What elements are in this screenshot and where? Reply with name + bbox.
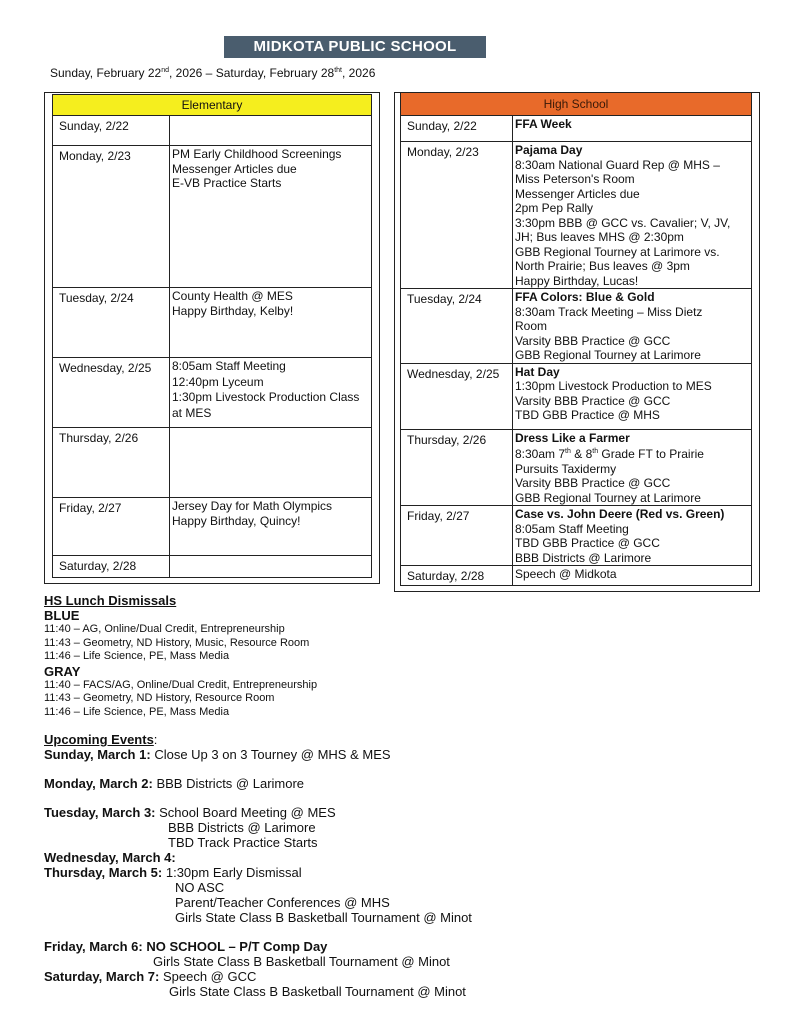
- events-cell: Speech @ Midkota: [513, 566, 752, 586]
- day-label: Friday, 2/27: [53, 498, 170, 556]
- day-label: Sunday, 2/22: [401, 116, 513, 142]
- list-item: 11:43 – Geometry, ND History, Resource Room: [44, 692, 275, 704]
- day-label: Saturday, 2/28: [401, 566, 513, 586]
- list-item: 11:46 – Life Science, PE, Mass Media: [44, 705, 230, 718]
- week-range: Sunday, February 22nd, 2026 – Saturday, February $28^{tht}$, 2026: [50, 66, 376, 80]
- day-label: Thursday, 2/26: [401, 429, 513, 506]
- events-cell: [170, 116, 372, 146]
- list-item: 11:46 – Life Science, PE, Mass Media: [44, 650, 230, 662]
- day-label: Friday, 2/27: [401, 506, 513, 566]
- day-label: Tuesday, 2/24: [53, 288, 170, 358]
- day-label: Saturday, 2/28: [53, 556, 170, 578]
- events-cell: [170, 428, 372, 498]
- events-cell: Hat Day 1:30pm Livestock Production to MES Varsity BBB Practice @ GCC TBD GBB Practice @ MHS: [513, 363, 752, 429]
- events-cell: FFA Colors: Blue & Gold 8:30am Track Meeting – Miss Dietz Room Varsity BBB Practice @ GCC GBB Regional Tourney at Larimore: [513, 289, 752, 364]
- table-row: [401, 289, 752, 364]
- table-row: [53, 288, 372, 358]
- list-item: Friday, March 6: NO SCHOOL – P/T Comp Day Girls State Class B Basketball Tournament @ Minot: [44, 939, 450, 969]
- day-label: Sunday, 2/22: [53, 116, 170, 146]
- list-item: Wednesday, March 4:: [44, 850, 176, 865]
- day-label: Wednesday, 2/25: [401, 363, 513, 429]
- events-cell: [170, 556, 372, 578]
- events-cell: PM Early Childhood Screenings Messenger Articles due E-VB Practice Starts: [170, 146, 372, 288]
- upcoming-heading: Upcoming Events: [44, 732, 154, 747]
- table-row: [53, 556, 372, 578]
- table-row: [53, 146, 372, 288]
- school-title: MIDKOTA PUBLIC SCHOOL: [224, 36, 486, 58]
- list-item: Thursday, March 5: 1:30pm Early Dismissal NO ASC Parent/Teacher Conferences @ MHS Girls State Class B Basketball Tournament @ Minot: [44, 865, 472, 925]
- elementary-schedule: [52, 94, 372, 578]
- events-cell: Dress Like a Farmer 8:30am 7th & 8th Grade FT to Prairie Pursuits Taxidermy Varsity BBB Practice @ GCC GBB Regional Tourney at Larimore: [513, 429, 752, 506]
- table-row: [53, 358, 372, 428]
- table-row: [401, 506, 752, 566]
- table-row: [401, 363, 752, 429]
- events-cell: Pajama Day 8:30am National Guard Rep @ MHS – Miss Peterson's Room Messenger Articles due 2pm Pep Rally 3:30pm BBB @ GCC vs. Cavalier; V, JV, JH; Bus leaves MHS @ 2:30pm GBB Regional Tourney at Larimore vs. North Prairie; Bus leaves @ 3pm Happy Birthday, Lucas!: [513, 142, 752, 289]
- events-cell: Case vs. John Deere (Red vs. Green) 8:05am Staff Meeting TBD GBB Practice @ GCC BBB Districts @ Larimore: [513, 506, 752, 566]
- table-row: [401, 142, 752, 289]
- upcoming-events: Upcoming Events: Sunday, March 1: Close Up 3 on 3 Tourney @ MHS & MES Monday, March 2: BBB Districts @ Larimore Tuesday, March 3: School Board Meeting @ MES BBB Districts @ Larimore TBD Track Practice Starts Wednesday, March 4: Thursday, March 5: 1:30pm Early Dismissal NO ASC Parent/Teacher Conferences @ MHS Girls State Class B Basketball Tournament @ Minot Friday, March 6: NO SCHOOL – P/T Comp Day Girls State Class B Basketball Tournament @ Minot Saturday, March 7: Speech @ GCC Girls State Class B Basketball Tournament @ Minot: [44, 732, 744, 999]
- table-row: [53, 498, 372, 556]
- elementary-header: Elementary: [53, 95, 372, 116]
- list-item: Monday, March 2: BBB Districts @ Larimore: [44, 776, 305, 791]
- table-row: [401, 116, 752, 142]
- highschool-header: High School: [401, 93, 752, 116]
- lunch-group-name: BLUE: [44, 608, 80, 623]
- day-label: Thursday, 2/26: [53, 428, 170, 498]
- events-cell: Jersey Day for Math Olympics Happy Birthday, Quincy!: [170, 498, 372, 556]
- events-cell: 8:05am Staff Meeting 12:40pm Lyceum 1:30pm Livestock Production Class at MES: [170, 358, 372, 428]
- list-item: Tuesday, March 3: School Board Meeting @ MES BBB Districts @ Larimore TBD Track Practice Starts: [44, 805, 336, 850]
- lunch-heading: HS Lunch Dismissals: [44, 593, 177, 608]
- table-row: [401, 566, 752, 586]
- table-row: [401, 429, 752, 506]
- list-item: 11:40 – FACS/AG, Online/Dual Credit, Entrepreneurship: [44, 678, 318, 691]
- day-label: Monday, 2/23: [53, 146, 170, 288]
- lunch-group-name: GRAY: [44, 663, 81, 679]
- highschool-schedule: [400, 92, 752, 586]
- day-label: Monday, 2/23: [401, 142, 513, 289]
- day-label: Tuesday, 2/24: [401, 289, 513, 364]
- events-cell: FFA Week: [513, 116, 752, 142]
- list-item: 11:40 – AG, Online/Dual Credit, Entrepreneurship: [44, 623, 285, 635]
- list-item: 11:43 – Geometry, ND History, Music, Resource Room: [44, 636, 310, 649]
- list-item: Saturday, March 7: Speech @ GCC Girls State Class B Basketball Tournament @ Minot: [44, 969, 466, 999]
- table-row: [53, 428, 372, 498]
- list-item: Sunday, March 1: Close Up 3 on 3 Tourney @ MHS & MES: [44, 747, 391, 762]
- day-label: Wednesday, 2/25: [53, 358, 170, 428]
- lunch-dismissals: [44, 593, 317, 719]
- table-row: [53, 116, 372, 146]
- events-cell: County Health @ MES Happy Birthday, Kelby!: [170, 288, 372, 358]
